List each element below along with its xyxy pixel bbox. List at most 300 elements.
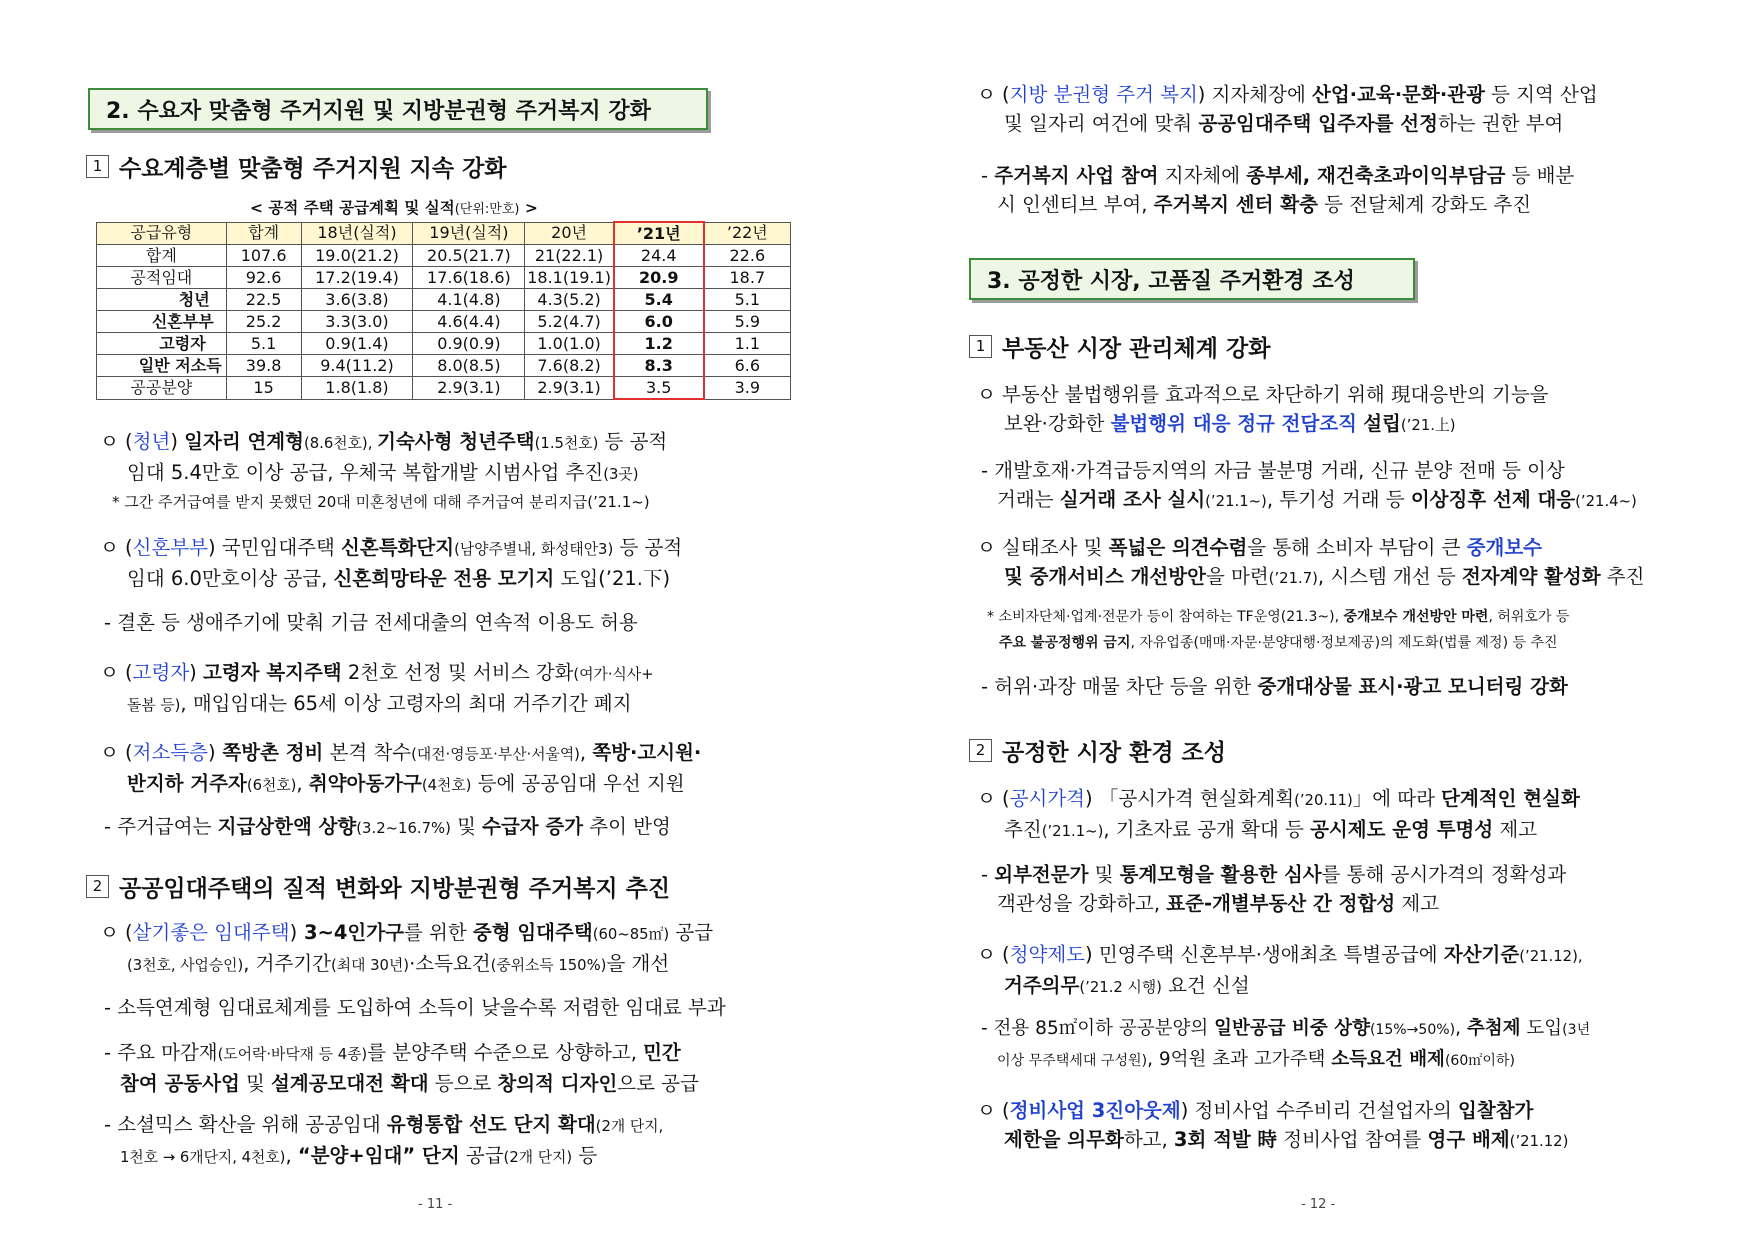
table-cell: 8.0(8.5) [413,355,525,377]
text-bold: 소득요건 배제 [1331,1049,1445,1070]
text-bold: 폭넓은 의견수렴 [1108,536,1248,559]
text: 국민임대주택 [215,536,342,559]
table-cell: 3.3(3.0) [301,311,413,333]
table-cell: 4.6(4.4) [413,311,525,333]
text-small: (남양주별내, 화성태안3) [454,541,614,558]
subsection-2-heading [86,870,670,903]
text-bold: 고령자 복지주택 [202,661,342,684]
subsection-1-heading [969,330,1270,363]
text: 등 공적 [598,430,668,453]
text-small: 이상 무주택세대 구성원) [997,1053,1148,1069]
text: ·소득요건 [409,952,491,975]
text: 시 인센티브 부여, [997,193,1154,216]
table-cell: 17.2(19.4) [301,267,413,289]
text: - 주요 마감재 [104,1041,218,1064]
table-header: 19년(실적) [413,222,525,245]
table-cell-highlight: 5.4 [614,289,704,311]
table-header: 18년(실적) [301,222,413,245]
text-bold: 주거복지 센터 확충 [1153,193,1318,216]
text-bold: 산업·교육·문화·관광 [1312,83,1485,106]
text: 추진 [1004,818,1042,841]
bullet-low-income [100,738,701,800]
text: - 소셜믹스 확산을 위해 공공임대 [104,1113,387,1136]
text-small: (1.5천호) [534,435,599,452]
bullet-mark: ㅇ [977,383,996,406]
table-header-highlight: ’21년 [614,222,704,245]
subsection-title: 공공임대주택의 질적 변화와 지방분권형 주거복지 추진 [119,876,671,902]
bullet-mark: ㅇ [100,661,119,684]
text-small: (’21.12) [1509,1133,1569,1150]
text: - 주거급여는 [104,815,218,838]
text: 공급 [669,921,714,944]
table-caption [250,196,538,218]
text: 」에 따라 [1352,787,1442,810]
text: * 소비자단체·업계·전문가 등이 참여하는 TF운영(21.3~), [987,609,1344,625]
dash-line-2 [104,1141,663,1172]
table-cell: 22.6 [704,245,791,267]
text: 「공시가격 현실화계획 [1092,787,1295,810]
table-row [97,311,791,333]
text: 및 [1088,863,1120,886]
right-page [877,0,1754,1240]
text: 민영주택 신혼부부·생애최초 특별공급에 [1092,943,1444,966]
table-cell: 4.1(4.8) [413,289,525,311]
bullet-line-2 [977,409,1549,440]
bullet-line-2 [977,971,1583,1002]
table-caption-close: > [519,199,538,217]
paren-open: ( [1002,943,1010,966]
table-caption-title: < 공적 주택 공급계획 및 실적 [250,199,455,217]
dash-social-mix [104,1110,663,1172]
subsection-number: 2 [969,739,992,762]
table-header: 공급유형 [97,222,227,245]
text: 임대 5.4만호 이상 공급, 우체국 복합개발 시범사업 추진 [127,461,604,484]
table-header-row [97,222,791,245]
text-small: 돌봄 등) [127,697,181,714]
supply-table [96,221,791,400]
text: - 개발호재·가격급등지역의 자금 불분명 거래, 신규 분양 전매 등 이상 [981,459,1565,482]
text: 및 [450,815,483,838]
dash-line-2 [104,1069,699,1098]
bullet-subscription [977,940,1583,1002]
table-cell: 7.6(8.2) [525,355,614,377]
text-bold: 영구 배제 [1427,1128,1510,1151]
table-cell: 5.1 [226,333,301,355]
paren-close: ) [289,921,298,944]
text-bold: 일자리 연계형 [184,430,304,453]
dash-finishing-materials [104,1038,699,1098]
text: 를 분양주택 수준으로 상향하고, [367,1041,644,1064]
bullet-line-2 [100,458,667,489]
dash-line-2 [981,485,1637,516]
bullet-mark: ㅇ [100,921,119,944]
text: 임대 6.0만호이상 공급, [127,567,334,590]
text-small: (’21.1~) [1205,493,1267,510]
text: 도입 [1520,1018,1563,1039]
text: 하는 권한 부여 [1437,112,1564,135]
table-cell: 18.1(19.1) [525,267,614,289]
bullet-line-2 [977,109,1598,138]
text-bold: 전자계약 활성화 [1461,565,1601,588]
table-cell: 21(22.1) [525,245,614,267]
text: 등 배분 [1505,164,1575,187]
text-bold: 표준-개별부동산 간 정합성 [1166,892,1396,915]
section-title-2 [88,88,708,130]
subsection-number: 1 [969,335,992,358]
text-small: (60~85㎡) [592,926,670,943]
table-header: ’22년 [704,222,791,245]
paren-close: ) [189,661,197,684]
bullet-tag: 저소득층 [132,741,209,764]
table-cell: 일반 저소득 [97,355,227,377]
text-small: 1천호 → 6개단지, 4천호) [120,1149,286,1166]
section-title-3 [969,258,1415,300]
dash-rent-system: - 소득연계형 임대료체계를 도입하여 소득이 낮을수록 저렴한 임대료 부과 [104,996,726,1019]
dash-line-2 [981,190,1574,219]
table-header: 20년 [525,222,614,245]
text-bold: 신혼희망타운 전용 모기지 [333,567,555,590]
text: 공급 [459,1144,504,1167]
paren-open: ( [125,921,133,944]
table-row [97,245,791,267]
bullet-elderly [100,658,654,720]
paren-close: ) [170,430,178,453]
text: 을 개선 [606,952,670,975]
text-bold: 쪽방촌 정비 [215,741,324,764]
text-small: (4천호) [421,777,472,794]
text: 및 일자리 여건에 맞춰 [1004,112,1199,135]
text: - 전용 85㎡이하 공공분양의 [981,1018,1215,1039]
text: 및 [239,1072,272,1095]
dash-housing-benefit [104,812,671,843]
text: 등 공적 [613,536,683,559]
text: 제고 [1493,818,1538,841]
text: - [981,863,995,886]
bullet-line-2 [100,949,713,980]
table-cell-highlight: 8.3 [614,355,704,377]
bullet-newlyweds [100,533,682,593]
text-small: (3.2~16.7%) [356,820,451,837]
table-cell: 20.5(21.7) [413,245,525,267]
table-header: 합계 [226,222,301,245]
text: 요건 신설 [1161,974,1250,997]
text-small: (6천호) [246,777,297,794]
text-bold: 자산기준 [1443,943,1520,966]
table-cell-highlight: 3.5 [614,377,704,400]
text-bold: 이상징후 선제 대응 [1410,488,1576,511]
table-cell: 청년 [97,289,227,311]
text: 거래는 [997,488,1060,511]
paren-open: ( [125,661,133,684]
paren-open: ( [125,741,133,764]
subsection-title: 공정한 시장 환경 조성 [1002,740,1226,766]
text: , [579,741,593,764]
bullet-mark: ㅇ [977,943,996,966]
text-small: (2개 단지, [595,1118,664,1135]
text-bold: 쪽방·고시원· [592,741,702,764]
text-bold: 주요 불공정행위 금지 [999,635,1131,651]
bullet-tag: 살기좋은 임대주택 [132,921,290,944]
dash-public-sale [981,1014,1590,1076]
text-bold: 설립 [1363,412,1401,435]
bullet-tag: 신혼부부 [132,536,209,559]
table-cell: 22.5 [226,289,301,311]
bullet-mark: ㅇ [100,430,119,453]
text: - [981,164,995,187]
table-cell-highlight: 24.4 [614,245,704,267]
text-small: (3천호, 사업승인) [127,957,244,974]
table-cell: 15 [226,377,301,400]
paren-open: ( [125,536,133,559]
text: 등 지역 산업 [1484,83,1598,106]
text: , [1455,1018,1467,1039]
text-bold-blue: 중개보수 [1466,536,1543,559]
text: , 9억원 초과 고가주택 [1147,1049,1332,1070]
text-small: (’21.2 시행) [1079,979,1162,996]
table-cell: 9.4(11.2) [301,355,413,377]
text-small: (3년 [1562,1022,1591,1038]
text-bold: 공시제도 운영 투명성 [1310,818,1494,841]
text: , [285,1144,298,1167]
table-cell: 2.9(3.1) [413,377,525,400]
bullet-rental-housing [100,918,713,980]
text: 등에 공공임대 우선 지원 [471,772,685,795]
text: 보완·강화한 [1004,412,1111,435]
text-small: (여가·식사+ [573,666,654,683]
paren-open: ( [1002,787,1010,810]
text: , 허위호가 등 [1488,609,1570,625]
text-small: (’21.1~) [1041,823,1104,840]
dash-newlyweds: - 결혼 등 생애주기에 맞춰 기금 전세대출의 연속적 이용도 허용 [104,611,638,634]
paren-close: ) [208,741,216,764]
text-bold: 입찰참가 [1458,1099,1534,1122]
page-number: - 12 - [1301,1197,1336,1212]
text-small: (도어락·바닥재 등 4종) [217,1046,368,1063]
dash-line-2 [981,889,1566,918]
page-number: - 11 - [418,1197,453,1212]
bullet-tag: 정비사업 3진아웃제 [1009,1099,1181,1122]
text-small: (’21.7) [1268,570,1318,587]
table-cell: 107.6 [226,245,301,267]
text: 2천호 선정 및 서비스 강화 [341,661,574,684]
text-small: (’21.4~) [1575,493,1637,510]
table-row [97,355,791,377]
text-small: (60㎡이하) [1444,1053,1515,1069]
text-bold: 주거복지 사업 참여 [994,164,1159,187]
text: 추진 [1600,565,1645,588]
table-cell: 0.9(1.4) [301,333,413,355]
table-cell: 5.1 [704,289,791,311]
paren-close: ) [1085,787,1093,810]
bullet-youth [100,427,667,489]
table-cell: 고령자 [97,333,227,355]
text-small: (15%→50%) [1369,1022,1456,1038]
text: 본격 착수 [323,741,412,764]
text-small: (’20.11) [1294,792,1353,809]
text-bold: 일반공급 비중 상향 [1214,1018,1370,1039]
text-small: (중위소득 150%) [490,957,607,974]
bullet-tag: 청년 [132,430,171,453]
bullet-line-2 [977,562,1644,593]
text: 정비사업 수주비리 건설업자의 [1188,1099,1459,1122]
table-cell: 1.1 [704,333,791,355]
table-cell: 5.9 [704,311,791,333]
text-bold: 통계모형을 활용한 심사 [1119,863,1322,886]
paren-close: ) [1197,83,1206,106]
bullet-illegal-acts [977,380,1549,440]
bullet-mark: ㅇ [100,536,119,559]
text: 등 전달체계 강화도 추진 [1317,193,1532,216]
note-brokerage [987,604,1569,656]
text: , 시스템 개선 등 [1317,565,1462,588]
text: 지자체에 [1158,164,1247,187]
text-bold: 실거래 조사 실시 [1059,488,1206,511]
bullet-tag: 청약제도 [1009,943,1086,966]
dash-external-experts [981,860,1566,918]
table-cell-highlight: 6.0 [614,311,704,333]
table-cell: 1.8(1.8) [301,377,413,400]
text-bold: “분양+임대” 단지 [297,1144,460,1167]
text: 객관성을 강화하고, [997,892,1167,915]
text: 부동산 불법행위를 효과적으로 차단하기 위해 現대응반의 기능을 [1002,383,1549,406]
dash-welfare-participation [981,161,1574,219]
bullet-line-2 [100,689,654,720]
text: , 투기성 거래 등 [1266,488,1411,511]
bullet-mark: ㅇ [977,536,996,559]
text-small: (’21.12), [1519,948,1583,965]
paren-close: ) [1180,1099,1189,1122]
paren-close: ) [208,536,216,559]
dash-abnormal-trades [981,456,1637,516]
text: 으로 공급 [617,1072,699,1095]
table-cell: 4.3(5.2) [525,289,614,311]
text: , 기초자료 공개 확대 등 [1103,818,1311,841]
table-cell: 0.9(0.9) [413,333,525,355]
table-cell: 5.2(4.7) [525,311,614,333]
table-row [97,267,791,289]
bullet-mark: ㅇ [100,741,119,764]
paren-open: ( [1002,83,1010,106]
text-bold: 참여 공동사업 [120,1072,240,1095]
text-small: (’21.上) [1400,417,1456,434]
table-cell: 6.6 [704,355,791,377]
table-cell: 3.9 [704,377,791,400]
text: 추이 반영 [583,815,671,838]
text-bold: 유형통합 선도 단지 확대 [386,1113,596,1136]
bullet-three-strikes [977,1096,1568,1156]
table-cell: 1.0(1.0) [525,333,614,355]
bullet-brokerage-fees [977,533,1644,593]
text: 등 [572,1144,598,1167]
text: - 허위·과장 매물 차단 등을 위한 [981,675,1258,698]
text: 지자체장에 [1205,83,1312,106]
text-bold: 제한을 의무화 [1004,1128,1124,1151]
table-row [97,333,791,355]
text-bold: 공공임대주택 입주자를 선정 [1198,112,1438,135]
text-bold: 지급상한액 상향 [217,815,357,838]
text-small: (3곳) [603,466,639,483]
text: 도입(’21.下) [554,567,671,590]
table-cell: 합계 [97,245,227,267]
dash-ad-monitoring [981,672,1568,701]
text: 정비사업 참여를 [1277,1128,1428,1151]
bullet-line-2 [977,1125,1568,1156]
text-bold: 설계공모대전 확대 [271,1072,429,1095]
text: , 자유업종(매매·자문·분양대행·정보제공)의 제도화(법률 제정) 등 추진 [1130,635,1558,651]
paren-open: ( [1002,1099,1010,1122]
text-bold: 단계적인 현실화 [1441,787,1580,810]
text-small: (8.6천호), [303,435,378,452]
table-cell-highlight: 1.2 [614,333,704,355]
text-bold: 및 중개서비스 개선방안 [1004,565,1206,588]
bullet-official-price [977,784,1580,846]
text-small: (2개 단지) [503,1149,573,1166]
text: 실태조사 및 [1002,536,1109,559]
bullet-tag: 지방 분권형 주거 복지 [1009,83,1198,106]
text-bold: 외부전문가 [994,863,1089,886]
text-bold: 창의적 디자인 [497,1072,618,1095]
table-cell: 39.8 [226,355,301,377]
text-bold: 3~4인가구 [297,921,404,944]
bullet-mark: ㅇ [977,1099,996,1122]
text: 제고 [1395,892,1440,915]
text-bold: 신혼특화단지 [341,536,455,559]
section-title-text: 2. 수요자 맞춤형 주거지원 및 지방분권형 주거복지 강화 [106,98,651,124]
text: , 매입임대는 65세 이상 고령자의 최대 거주기간 폐지 [180,692,632,715]
bullet-line-2 [977,815,1580,846]
note-line-2 [987,635,1558,651]
subsection-number: 1 [86,155,109,178]
table-caption-unit: (단위:만호) [454,202,520,217]
text-bold: 중개보수 개선방안 마련 [1343,609,1489,625]
subsection-title: 수요계층별 맞춤형 주거지원 지속 강화 [119,156,507,182]
text: 하고, [1123,1128,1174,1151]
table-row [97,289,791,311]
table-cell: 2.9(3.1) [525,377,614,400]
text-bold: 3회 적발 時 [1173,1128,1278,1151]
text-bold: 종부세, 재건축초과이익부담금 [1246,164,1506,187]
paren-open: ( [125,430,133,453]
table-cell: 3.6(3.8) [301,289,413,311]
bullet-mark: ㅇ [977,787,996,810]
text: 를 위한 [403,921,473,944]
text-bold: 민간 [643,1041,681,1064]
text-bold: 거주의무 [1004,974,1080,997]
text-bold: 기숙사형 청년주택 [377,430,535,453]
table-cell-highlight: 20.9 [614,267,704,289]
table-cell: 신혼부부 [97,311,227,333]
text: , [296,772,309,795]
table-cell: 18.7 [704,267,791,289]
table-row [97,377,791,400]
text-bold: 반지하 거주자 [127,772,247,795]
bullet-mark: ㅇ [977,83,996,106]
text-bold: 수급자 증가 [482,815,584,838]
text-bold: 중개대상물 표시·광고 모니터링 강화 [1257,675,1568,698]
text-bold: 추첨제 [1466,1018,1521,1039]
text-bold: 중형 임대주택 [472,921,593,944]
subsection-number: 2 [86,875,109,898]
text: , 거주기간 [243,952,332,975]
section-title-text: 3. 공정한 시장, 고품질 주거환경 조성 [987,268,1355,294]
text: 을 통해 소비자 부담이 큰 [1247,536,1467,559]
text-bold: 취약아동가구 [308,772,422,795]
table-cell: 17.6(18.6) [413,267,525,289]
paren-close: ) [1085,943,1093,966]
bullet-local-welfare [977,80,1598,138]
text-small: (대전·영등포·부산·서울역) [411,746,580,763]
table-cell: 공적임대 [97,267,227,289]
